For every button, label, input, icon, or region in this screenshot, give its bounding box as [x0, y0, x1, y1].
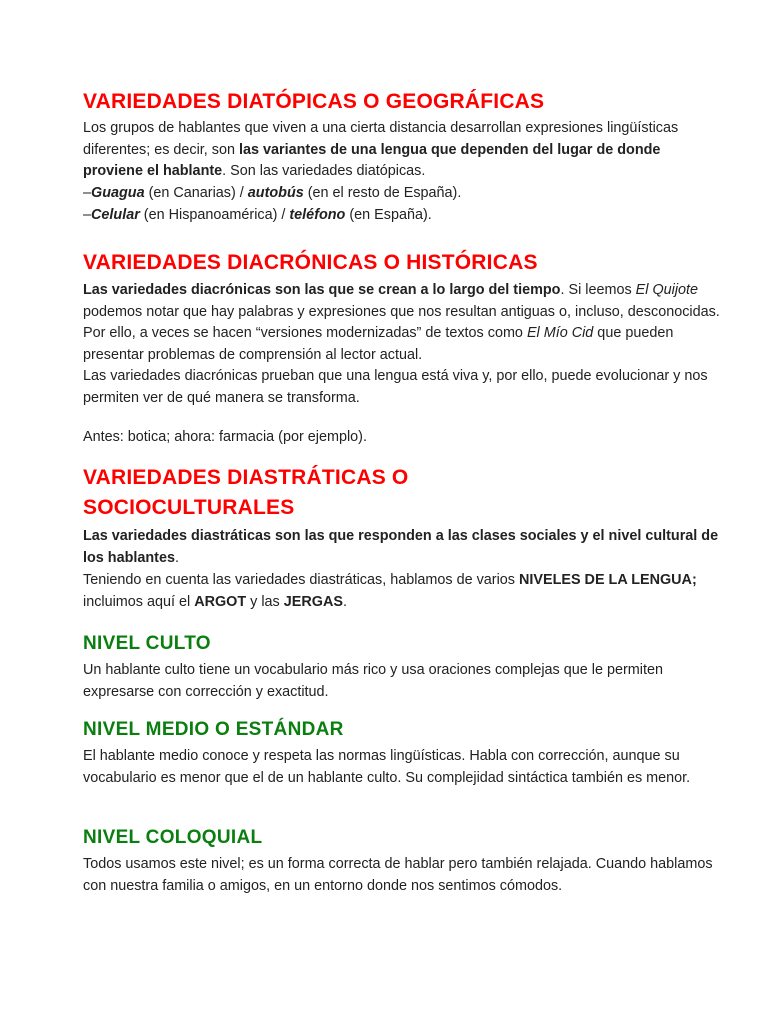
heading-diacronicas: VARIEDADES DIACRÓNICAS O HISTÓRICAS	[83, 251, 538, 274]
bold-run: NIVELES DE LA LENGUA;	[518, 572, 697, 588]
heading-nivel-culto: NIVEL CULTO	[83, 633, 211, 654]
paragraph-diacronicas-example: Antes: botica; ahora: farmacia (por ejemplo).	[83, 429, 367, 445]
paragraph-diacronicas	[83, 280, 723, 410]
example-word: teléfono	[289, 207, 346, 223]
bold-run: Las variedades diastráticas son las que responden a las clases sociales y el nivel cultural de los hablantes	[83, 528, 719, 566]
dash: –	[83, 207, 92, 223]
text-run: . Si leemos	[560, 282, 636, 298]
bold-run: las variantes de una lengua que dependen del lugar de donde proviene el hablante	[83, 141, 661, 180]
example-line-1	[83, 183, 723, 205]
example-word: autobús	[247, 185, 304, 201]
heading-diastraticas-line1: VARIEDADES DIASTRÁTICAS O	[83, 466, 409, 489]
text-run: . Son las variedades diatópicas.	[222, 163, 426, 180]
example-word: Celular	[91, 207, 140, 223]
bold-run: Las variedades diacrónicas son las que se crean a lo largo del tiempo	[83, 282, 561, 298]
paragraph-diatopicas	[83, 118, 723, 183]
paragraph-nivel-medio: El hablante medio conoce y respeta las normas lingüísticas. Habla con corrección, aunque su vocabulario es menor que el de un hablante culto. Su complejidad sintáctica también es menor.	[83, 748, 691, 786]
heading-diatopicas: VARIEDADES DIATÓPICAS O GEOGRÁFICAS	[83, 90, 545, 113]
heading-diastraticas-line2: SOCIOCULTURALES	[83, 496, 295, 519]
text-run: Los grupos de hablantes que viven a una cierta distancia desarrollan expresiones lingüísticas diferentes; es decir, son	[83, 120, 679, 158]
heading-nivel-coloquial: NIVEL COLOQUIAL	[83, 827, 263, 848]
bold-run: JERGAS	[283, 593, 343, 610]
italic-title: El Mío Cid	[526, 325, 594, 342]
bold-run: ARGOT	[194, 593, 247, 610]
text-run: .	[174, 549, 179, 566]
example-line-2	[83, 205, 723, 227]
text-run: Las variedades diacrónicas prueban que una lengua está viva y, por ello, puede evolucionar y nos permiten ver de qué manera se transforma.	[83, 368, 708, 406]
text-run: podemos notar que hay palabras y expresiones que nos resultan antiguas o, incluso, desconocidas. Por ello, a veces se hacen “versiones modernizadas” de textos como	[83, 303, 720, 342]
text-run: y las	[246, 593, 284, 610]
text-run: (en el resto de España).	[303, 185, 462, 201]
italic-title: El Quijote	[635, 282, 699, 298]
dash: –	[83, 185, 92, 201]
text-run: que pueden presentar problemas de comprensión al lector actual.	[83, 325, 674, 363]
heading-nivel-medio: NIVEL MEDIO O ESTÁNDAR	[83, 719, 344, 740]
text-run: incluimos aquí el	[83, 593, 195, 610]
paragraph-nivel-coloquial: Todos usamos este nivel; es un forma correcta de hablar pero también relajada. Cuando hablamos con nuestra familia o amigos, en un entorno donde nos sentimos cómodos.	[83, 856, 713, 894]
text-run: (en Canarias) /	[144, 185, 248, 201]
text-run: (en España).	[345, 207, 432, 223]
text-run: Teniendo en cuenta las variedades diastráticas, hablamos de varios	[83, 572, 519, 588]
paragraph-diastraticas	[83, 526, 723, 569]
example-word: Guagua	[91, 185, 145, 201]
text-run: .	[342, 593, 347, 610]
text-run: (en Hispanoamérica) /	[139, 207, 290, 223]
paragraph-niveles	[83, 570, 723, 613]
paragraph-nivel-culto: Un hablante culto tiene un vocabulario más rico y usa oraciones complejas que le permiten expresarse con corrección y exactitud.	[83, 662, 663, 700]
